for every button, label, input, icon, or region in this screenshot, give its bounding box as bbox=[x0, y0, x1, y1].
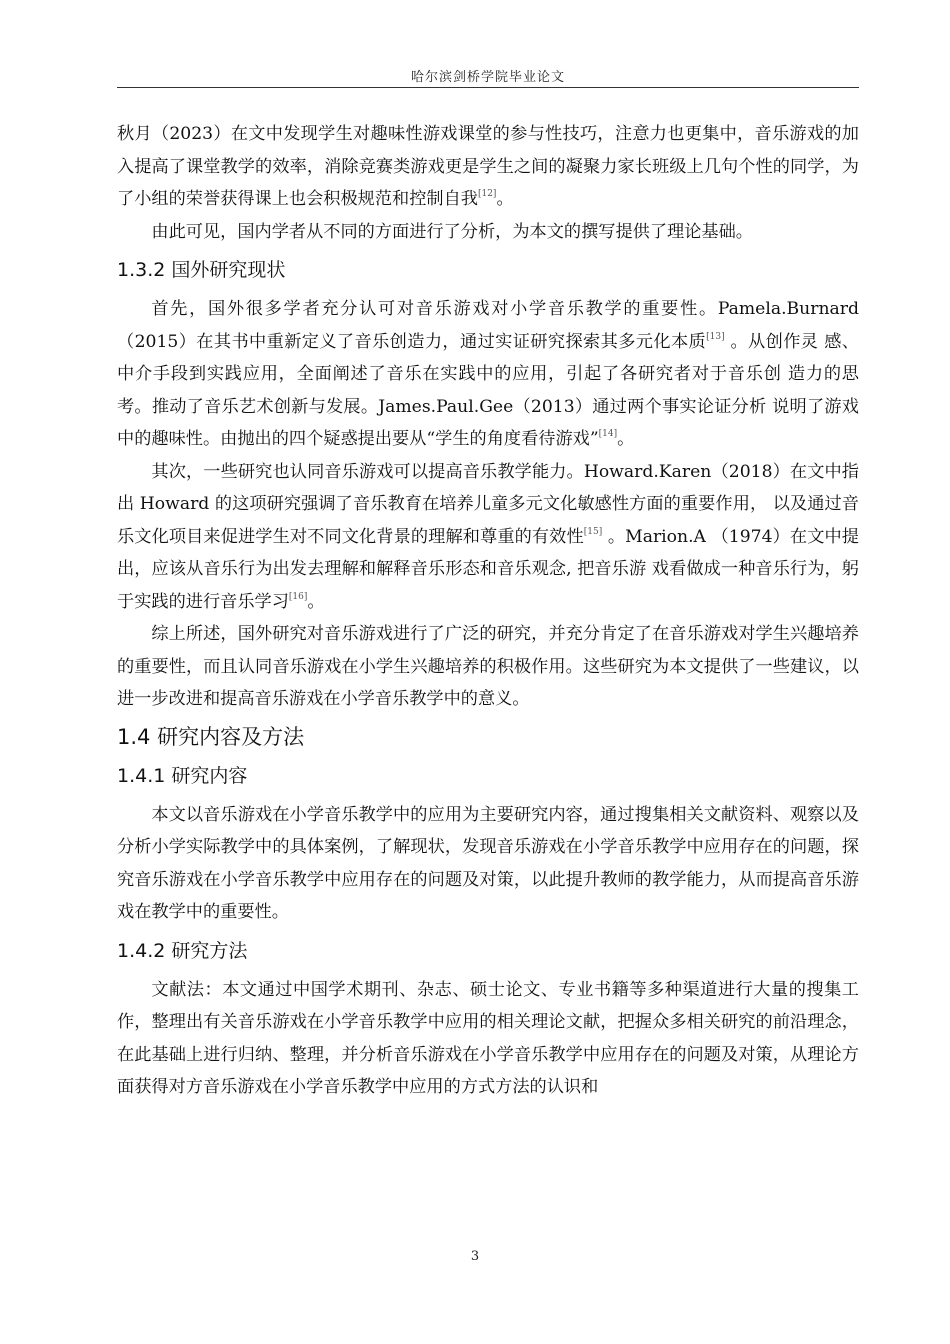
paragraph-end: 。 bbox=[496, 189, 514, 209]
section-heading-1-4-1: 1.4.1 研究内容 bbox=[117, 764, 248, 787]
paragraph-literature-method: 文献法：本文通过中国学术期刊、杂志、硕士论文、专业书籍等多种渠道进行大量的搜集工作，整理出有关音乐游戏在小学音乐教学中应用的相关理论文献，把握众多相关研究的前沿理念，在此基础上进行归纳、整理，并分析音乐游戏在小学音乐教学中应用存在的问题及对策，从理论方面获得对方音乐游戏在小学音乐教学中应用的方式方法的认识和 bbox=[117, 979, 859, 1097]
paragraph-domestic-summary bbox=[117, 118, 859, 216]
paragraph-text: 秋月（2023）在文中发现学生对趣味性游戏课堂的参与性技巧，注意力也更集中，音乐游戏的加入提高了课堂教学的效率，消除竞赛类游戏更是学生之间的凝聚力家长班级上几句个性的同学，为了小组的荣誉获得课上也会积极规范和控制自我 bbox=[117, 124, 859, 209]
paragraph-text: 首先，国外很多学者充分认可对音乐游戏对小学音乐教学的重要性。Pamela.Burnard（2015）在其书中重新定义了音乐创造力，通过实证研究探索其多元化本质 bbox=[117, 299, 859, 352]
citation-15: [15] bbox=[583, 526, 603, 537]
paragraph-foreign-summary: 综上所述，国外研究对音乐游戏进行了广泛的研究，并充分肯定了在音乐游戏对学生兴趣培养的重要性，而且认同音乐游戏在小学生兴趣培养的积极作用。这些研究为本文提供了一些建议，以进一步改进和提高音乐游戏在小学音乐教学中的意义。 bbox=[117, 624, 859, 709]
page-number: 3 bbox=[470, 1249, 480, 1264]
header-rule bbox=[117, 87, 859, 88]
citation-12: [12] bbox=[477, 189, 497, 199]
page-body bbox=[117, 118, 859, 1104]
citation-16: [16] bbox=[288, 591, 308, 602]
paragraph-foreign-first bbox=[117, 293, 859, 456]
paragraph-research-content: 本文以音乐游戏在小学音乐教学中的应用为主要研究内容，通过搜集相关文献资料、观察以及分析小学实际教学中的具体案例，了解现状，发现音乐游戏在小学音乐教学中应用存在的问题，探究音乐游戏在小学音乐教学中应用存在的问题及对策，以此提升教师的教学能力，从而提高音乐游戏在教学中的重要性。 bbox=[117, 804, 859, 922]
paragraph-foreign-second bbox=[117, 456, 859, 619]
section-heading-1-4-2: 1.4.2 研究方法 bbox=[117, 939, 248, 962]
paragraph-text: 其次，一些研究也认同音乐游戏可以提高音乐教学能力。Howard.Karen（2018）在文中指出 Howard 的这项研究强调了音乐教育在培养儿童多元文化敏感性方面的重要作用， 以及通过音乐文化项目来促进学生对不同文化背景的理解和尊重的有效性 bbox=[117, 461, 859, 547]
paragraph-end: 。 bbox=[307, 591, 325, 612]
paragraph-text: 。从创作灵 感、中介手段到实践应用，全面阐述了音乐在实践中的应用，引起了各研究者对于音乐创 造力的思考。推动了音乐艺术创新与发展。James.Paul.Gee（2013）通过两个事实论证分析 说明了游戏中的趣味性。由抛出的四个疑惑提出要从“学生的角度看待游戏” bbox=[117, 331, 859, 449]
section-heading-1-3-2: 1.3.2 国外研究现状 bbox=[117, 259, 286, 281]
paragraph-text: 。Marion.A （1974）在文中提出，应该从音乐行为出发去理解和解释音乐形态和音乐观念, 把音乐游 戏看做成一种音乐行为，躬于实践的进行音乐学习 bbox=[117, 526, 859, 612]
section-heading-1-4: 1.4 研究内容及方法 bbox=[117, 724, 305, 749]
running-header: 哈尔滨剑桥学院毕业论文 bbox=[410, 70, 565, 85]
paragraph-domestic-conclusion: 由此可见，国内学者从不同的方面进行了分析，为本文的撰写提供了理论基础。 bbox=[151, 221, 753, 242]
citation-14: [14] bbox=[598, 429, 618, 439]
citation-13: [13] bbox=[706, 331, 725, 342]
paragraph-end: 。 bbox=[617, 429, 635, 449]
